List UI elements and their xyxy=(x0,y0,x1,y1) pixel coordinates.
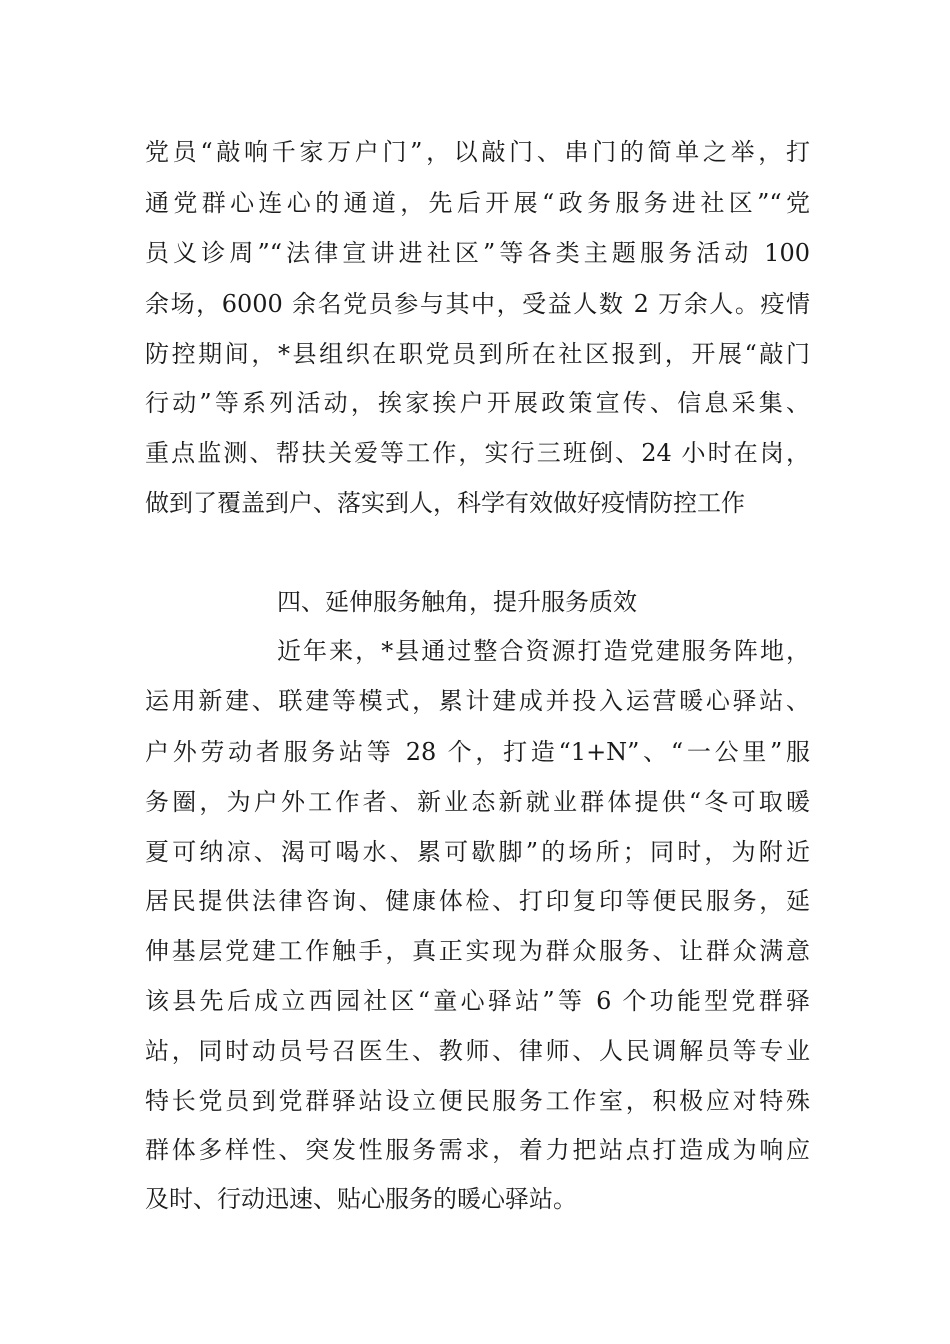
paragraph-1-line-4: 余场，6000 余名党员参与其中，受益人数 2 万余人。疫情 xyxy=(145,290,810,318)
section-4-line-11: 群体多样性、突发性服务需求，着力把站点打造成为响应 xyxy=(145,1136,810,1164)
section-4-line-6: 居民提供法律咨询、健康体检、打印复印等便民服务，延 xyxy=(145,887,810,915)
section-4-line-12: 及时、行动迅速、贴心服务的暖心驿站。 xyxy=(145,1185,577,1213)
section-4-line-4: 务圈，为户外工作者、新业态新就业群体提供“冬可取暖 xyxy=(145,788,810,816)
section-4-line-8: 该县先后成立西园社区“童心驿站”等 6 个功能型党群驿 xyxy=(145,987,810,1015)
section-4-line-9: 站，同时动员号召医生、教师、律师、人民调解员等专业 xyxy=(145,1037,810,1065)
paragraph-1-line-7: 重点监测、帮扶关爱等工作，实行三班倒、24 小时在岗， xyxy=(145,439,810,467)
section-4-line-2: 运用新建、联建等模式，累计建成并投入运营暖心驿站、 xyxy=(145,687,810,715)
paragraph-1-line-5: 防控期间，*县组织在职党员到所在社区报到，开展“敲门 xyxy=(145,340,810,368)
paragraph-1-line-6: 行动”等系列活动，挨家挨户开展政策宣传、信息采集、 xyxy=(145,389,810,417)
section-4-line-10: 特长党员到党群驿站设立便民服务工作室，积极应对特殊 xyxy=(145,1087,810,1115)
paragraph-1-line-1: 党员“敲响千家万户门”，以敲门、串门的简单之举，打 xyxy=(145,138,810,166)
section-heading: 四、延伸服务触角，提升服务质效 xyxy=(277,588,637,616)
paragraph-1-line-8: 做到了覆盖到户、落实到人，科学有效做好疫情防控工作 xyxy=(145,489,745,517)
section-4-line-1: 近年来，*县通过整合资源打造党建服务阵地， xyxy=(277,637,810,665)
section-4-line-7: 伸基层党建工作触手，真正实现为群众服务、让群众满意 xyxy=(145,937,810,965)
section-4-line-5: 夏可纳凉、渴可喝水、累可歇脚”的场所；同时，为附近 xyxy=(145,838,810,866)
section-4-line-3: 户外劳动者服务站等 28 个，打造“1+N”、“一公里”服 xyxy=(145,738,810,766)
paragraph-1-line-2: 通党群心连心的通道，先后开展“政务服务进社区”“党 xyxy=(145,189,810,217)
paragraph-1-line-3: 员义诊周”“法律宣讲进社区”等各类主题服务活动 100 xyxy=(145,239,810,267)
